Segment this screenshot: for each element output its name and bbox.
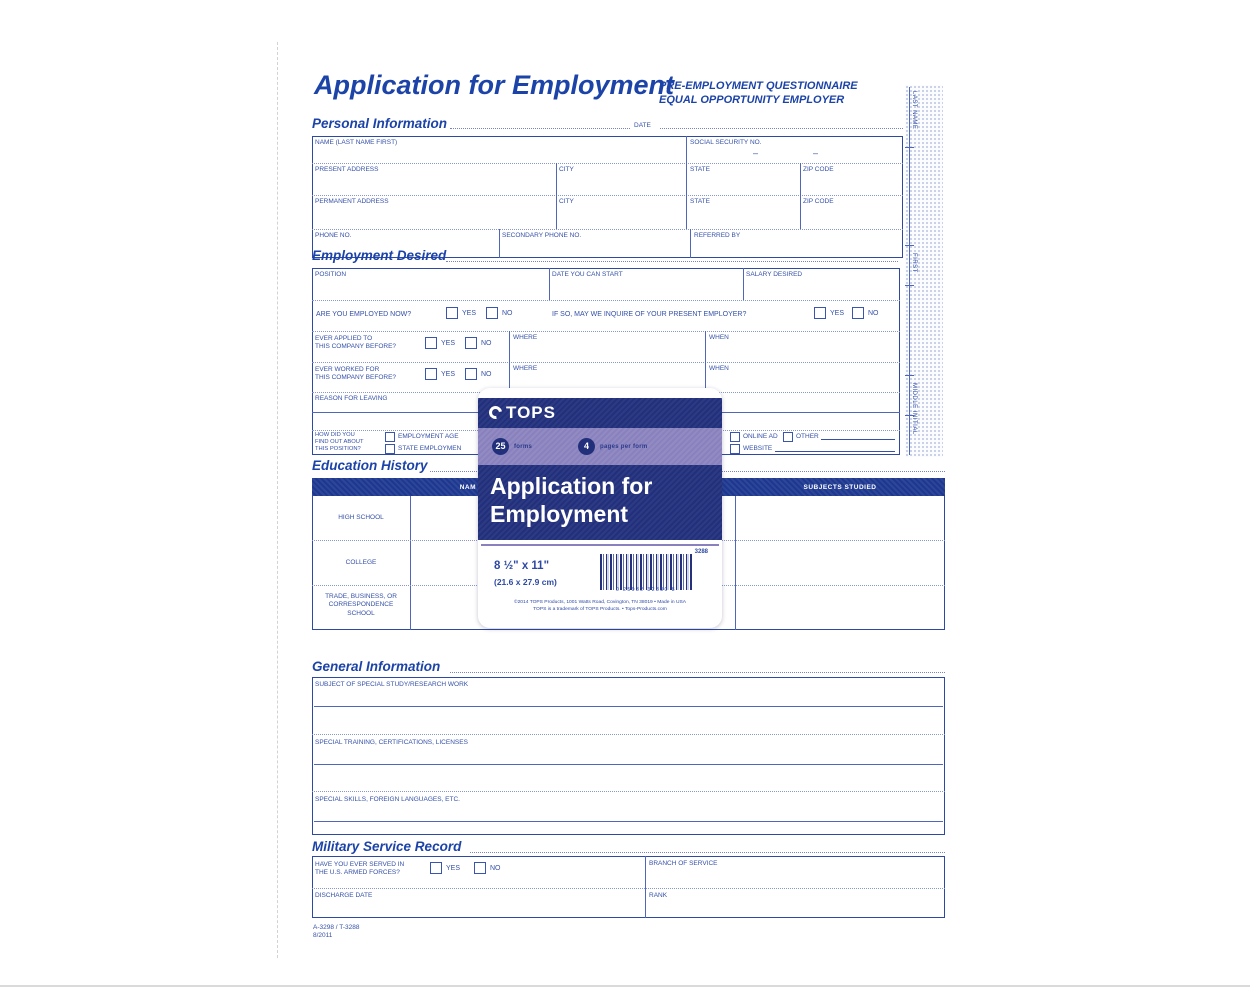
column-divider: [743, 268, 744, 300]
checkbox-worked-no[interactable]: [465, 368, 477, 380]
q-ever-worked-1: EVER WORKED FOR: [315, 366, 380, 373]
date-label: DATE: [634, 122, 651, 129]
field-present-address: PRESENT ADDRESS: [315, 166, 379, 173]
field-position: POSITION: [315, 271, 347, 278]
field-where: WHERE: [513, 334, 538, 341]
row-divider: [312, 331, 900, 332]
checkbox-website[interactable]: [730, 444, 740, 454]
label-no: NO: [481, 340, 492, 347]
label-no: NO: [481, 371, 492, 378]
checkbox-inquire-no[interactable]: [852, 307, 864, 319]
product-title: Application for Employment: [490, 473, 653, 527]
field-zip: ZIP CODE: [803, 166, 834, 173]
section-title-employment: Employment Desired: [312, 248, 447, 263]
checkbox-state-employment[interactable]: [385, 444, 395, 454]
field-when-2: WHEN: [709, 365, 729, 372]
field-zip-2: ZIP CODE: [803, 198, 834, 205]
education-col-name-partial: NAM: [459, 484, 476, 491]
column-divider: [735, 496, 736, 630]
q-ever-worked-2: THIS COMPANY BEFORE?: [315, 374, 397, 381]
field-state-2: STATE: [690, 198, 710, 205]
q-how-found-3: THIS POSITION?: [315, 446, 361, 452]
field-secondary-phone: SECONDARY PHONE NO.: [502, 232, 582, 239]
checkbox-worked-yes[interactable]: [425, 368, 437, 380]
application-form-page: [278, 40, 975, 958]
q-armed-forces-1: HAVE YOU EVER SERVED IN: [315, 861, 405, 868]
column-divider: [410, 496, 411, 630]
field-branch: BRANCH OF SERVICE: [649, 860, 718, 867]
row-divider: [312, 300, 900, 301]
label-yes: YES: [446, 865, 461, 872]
checkbox-applied-no[interactable]: [465, 337, 477, 349]
product-label: [478, 388, 722, 628]
checkbox-inquire-yes[interactable]: [814, 307, 826, 319]
checkbox-military-yes[interactable]: [430, 862, 442, 874]
column-divider: [499, 229, 500, 258]
label-sku: 3288: [694, 549, 708, 555]
q-ever-applied-1: EVER APPLIED TO: [315, 335, 373, 342]
label-yes: YES: [462, 310, 477, 317]
pages-count-label: pages per form: [600, 444, 648, 450]
column-divider: [556, 163, 557, 229]
q-inquire: IF SO, MAY WE INQUIRE OF YOUR PRESENT EMPLOYER?: [552, 311, 747, 318]
website-write-line: [775, 451, 895, 452]
label-no: NO: [502, 310, 513, 317]
brand-name: TOPS: [506, 403, 556, 422]
field-name: NAME (LAST NAME FIRST): [315, 139, 398, 146]
field-rank: RANK: [649, 892, 668, 899]
ssn-dash: –: [753, 148, 759, 158]
row-divider: [312, 229, 903, 230]
writing-line: [314, 706, 943, 707]
field-discharge-date: DISCHARGE DATE: [315, 892, 373, 899]
field-when: WHEN: [709, 334, 729, 341]
opt-employment-agency: EMPLOYMENT AGE: [398, 433, 459, 440]
forms-count: 25: [492, 438, 509, 455]
label-no: NO: [490, 865, 501, 872]
checkbox-military-no[interactable]: [474, 862, 486, 874]
stub-tick: [905, 375, 914, 376]
ssn-dash: –: [813, 148, 819, 158]
label-no: NO: [868, 310, 879, 317]
field-permanent-address: PERMANENT ADDRESS: [315, 198, 389, 205]
opt-state-employment: STATE EMPLOYMEN: [398, 445, 462, 452]
general-info-box: [312, 677, 945, 835]
column-divider: [705, 331, 706, 392]
stub-label-last-name: LAST NAME: [911, 91, 917, 130]
education-row-high-school: HIGH SCHOOL: [338, 514, 384, 521]
row-divider: [312, 888, 945, 889]
stub-tick: [905, 245, 914, 246]
stub-label-first: FIRST: [911, 253, 917, 273]
label-yes: YES: [830, 310, 845, 317]
product-title-band: [478, 465, 722, 540]
column-divider: [645, 856, 646, 918]
brand-band: [478, 398, 722, 428]
date-rule: [660, 128, 903, 129]
field-ssn: SOCIAL SECURITY NO.: [690, 139, 762, 146]
stub-tick: [905, 285, 914, 286]
checkbox-employed-yes[interactable]: [446, 307, 458, 319]
column-divider: [549, 268, 550, 300]
education-col-subjects: SUBJECTS STUDIED: [803, 484, 877, 491]
field-special-skills: SPECIAL SKILLS, FOREIGN LANGUAGES, ETC.: [315, 796, 460, 803]
row-divider: [312, 362, 900, 363]
size-cm: (21.6 x 27.9 cm): [494, 577, 557, 587]
form-number: A-3298 / T-3288: [313, 924, 360, 931]
other-write-line: [821, 439, 895, 440]
q-ever-applied-2: THIS COMPANY BEFORE?: [315, 343, 397, 350]
row-divider: [312, 734, 945, 735]
section-title-personal: Personal Information: [312, 116, 448, 131]
education-row-trade-school: TRADE, BUSINESS, OR CORRESPONDENCE SCHOOL: [325, 593, 397, 617]
section-title-military: Military Service Record: [312, 839, 462, 854]
section-rule: [470, 852, 945, 853]
checkbox-other[interactable]: [783, 432, 793, 442]
field-city-2: CITY: [559, 198, 574, 205]
section-title-general: General Information: [312, 659, 441, 674]
size-inches: 8 ½" x 11": [494, 560, 550, 572]
form-subtitle-line2: EQUAL OPPORTUNITY EMPLOYER: [659, 94, 845, 106]
military-table: [312, 856, 945, 918]
q-armed-forces-2: THE U.S. ARMED FORCES?: [315, 869, 400, 876]
field-state: STATE: [690, 166, 710, 173]
label-yes: YES: [441, 371, 456, 378]
stub-label-middle-initial: MIDDLE INITIAL: [911, 383, 917, 435]
column-divider: [800, 163, 801, 229]
field-salary: SALARY DESIRED: [746, 271, 803, 278]
form-title: Application for Employment: [314, 70, 675, 100]
section-rule: [450, 128, 630, 129]
section-rule: [446, 261, 898, 262]
q-employed-now: ARE YOU EMPLOYED NOW?: [316, 311, 412, 318]
label-fine-print-1: ©2014 TOPS Products, 1001 Watts Road, Covington, TN 38019 • Made in USA: [513, 600, 687, 605]
form-subtitle-line1: PRE-EMPLOYMENT QUESTIONNAIRE: [659, 80, 858, 92]
opt-other: OTHER: [796, 433, 819, 440]
form-revision-date: 8/2011: [313, 932, 333, 939]
label-yes: YES: [441, 340, 456, 347]
checkbox-applied-yes[interactable]: [425, 337, 437, 349]
tops-logo-icon: [486, 403, 504, 421]
q-how-found-2: FIND OUT ABOUT: [315, 439, 364, 445]
barcode-digits: 0 25932 32880 8: [615, 587, 677, 593]
tear-off-stub: [905, 85, 943, 457]
row-divider: [312, 791, 945, 792]
row-divider: [312, 163, 903, 164]
checkbox-employed-no[interactable]: [486, 307, 498, 319]
column-divider: [509, 331, 510, 392]
row-divider: [312, 195, 903, 196]
stub-tick: [905, 147, 914, 148]
photo-bottom-rule: [0, 985, 1250, 987]
opt-website: WEBSITE: [743, 445, 773, 452]
field-city: CITY: [559, 166, 574, 173]
education-row-college: COLLEGE: [345, 559, 377, 566]
forms-count-label: forms: [514, 444, 533, 450]
field-special-study: SUBJECT OF SPECIAL STUDY/RESEARCH WORK: [315, 681, 469, 688]
barcode: [600, 554, 692, 590]
field-phone: PHONE NO.: [315, 232, 352, 239]
writing-line: [314, 821, 943, 822]
field-referred-by: REFERRED BY: [694, 232, 741, 239]
label-fine-print-2: TOPS is a trademark of TOPS Products. • Tops-Products.com: [533, 607, 667, 612]
section-rule: [450, 672, 945, 673]
column-divider: [690, 229, 691, 258]
count-band: [478, 428, 722, 465]
section-title-education: Education History: [312, 458, 428, 473]
field-where-2: WHERE: [513, 365, 538, 372]
field-date-start: DATE YOU CAN START: [552, 271, 623, 278]
field-reason-leaving: REASON FOR LEAVING: [315, 395, 388, 402]
checkbox-employment-agency[interactable]: [385, 432, 395, 442]
writing-line: [314, 764, 943, 765]
opt-online-ad: ONLINE AD: [743, 433, 778, 440]
pages-count: 4: [578, 438, 595, 455]
q-how-found-1: HOW DID YOU: [315, 432, 355, 438]
column-divider: [686, 136, 687, 229]
stub-rule-line: [909, 87, 910, 455]
checkbox-online-ad[interactable]: [730, 432, 740, 442]
field-special-training: SPECIAL TRAINING, CERTIFICATIONS, LICENSES: [315, 739, 468, 746]
label-divider: [481, 544, 719, 546]
